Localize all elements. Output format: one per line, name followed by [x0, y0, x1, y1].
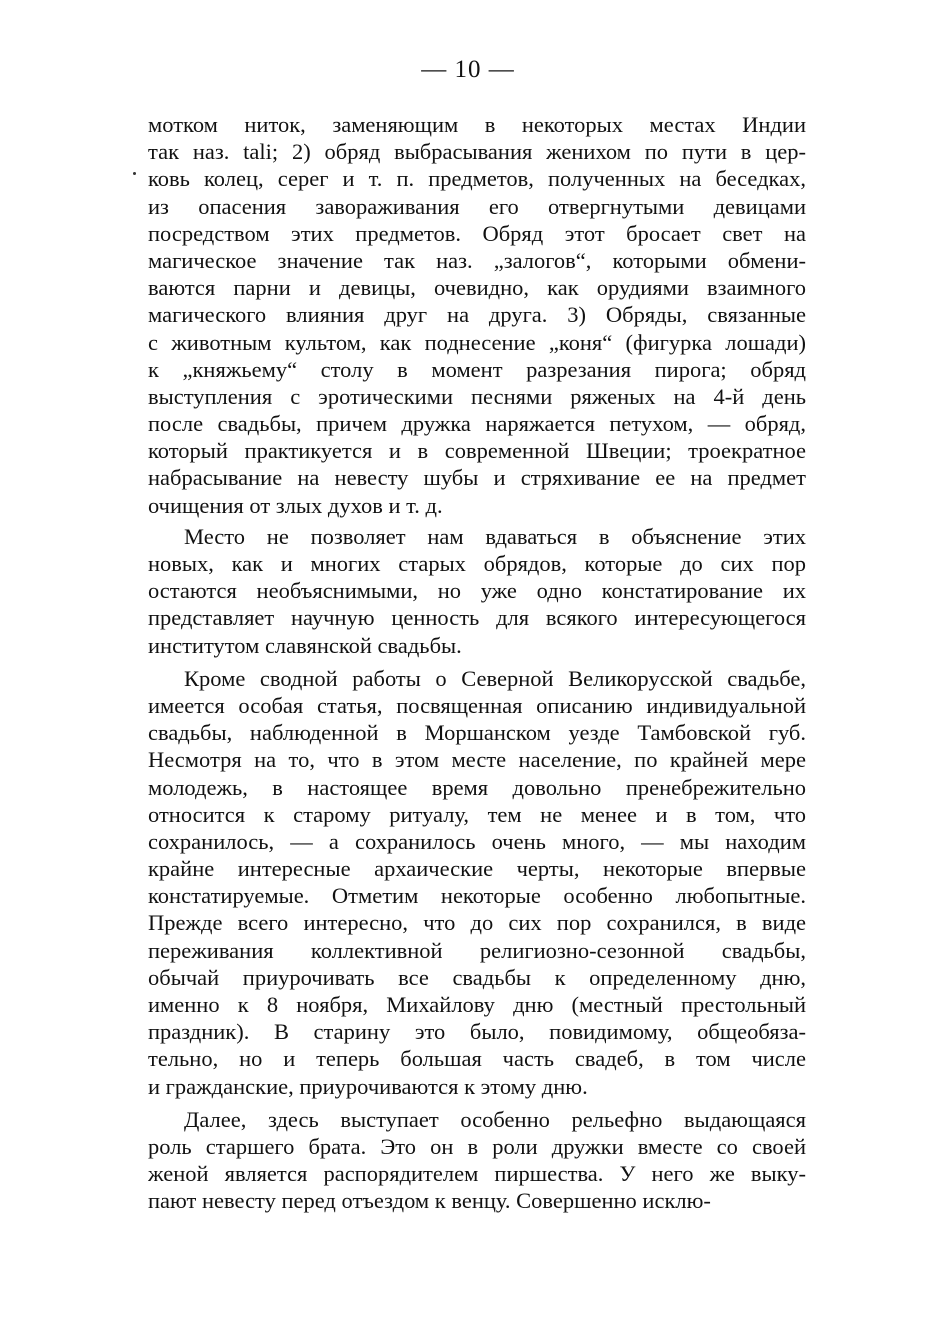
- text-line: набрасывание на невесту шубы и стряхивание ее на предмет: [148, 465, 806, 491]
- text-line: к „княжьему“ столу в момент разрезания пирога; обряд: [148, 356, 806, 382]
- text-line: констатируемые. Отметим некоторые особенно любопытные.: [148, 883, 806, 909]
- text-line: Место не позволяет нам вдаваться в объяснение этих: [184, 523, 806, 549]
- text-line: остаются необъяснимыми, но уже одно констатирование их: [148, 578, 806, 604]
- text-line: и гражданские, приурочиваются к этому дню.: [148, 1073, 588, 1099]
- text-line: именно к 8 ноября, Михайлову дню (местный престольный: [148, 992, 806, 1017]
- ink-speck: [133, 172, 136, 175]
- paragraph: [148, 523, 806, 659]
- text-line: магического влияния друг на друга. 3) Обряды, связанные: [148, 302, 806, 328]
- text-line: ваются парни и девицы, очевидно, как орудиями взаимного: [148, 275, 806, 301]
- page-number: — 10 —: [421, 56, 515, 83]
- text-line: роль старшего брата. Это он в роли дружки вместе со своей: [148, 1133, 806, 1159]
- text-line: институтом славянской свадьбы.: [148, 632, 462, 658]
- text-line: ковь колец, серег и т. п. предметов, полученных на беседках,: [148, 166, 806, 192]
- text-line: сохранилось, — а сохранилось очень много, — мы находим: [148, 828, 806, 854]
- text-line: Прежде всего интересно, что до сих пор сохранился, в виде: [148, 910, 806, 936]
- text-line: мотком ниток, заменяющим в некоторых местах Индии: [148, 112, 806, 137]
- text-line: с животным культом, как поднесение „коня“ (фигурка лошади): [148, 329, 806, 355]
- text-line: относится к старому ритуалу, тем не менее и в том, что: [148, 801, 806, 827]
- text-line: имеется особая статья, посвященная описанию индивидуальной: [148, 692, 806, 718]
- text-line: обычай приурочивать все свадьбы к определенному дню,: [148, 964, 806, 990]
- text-line: посредством этих предметов. Обряд этот бросает свет на: [148, 220, 806, 246]
- text-line: выступления с эротическими песнями ряженых на 4-й день: [148, 383, 806, 409]
- paragraph: [148, 665, 806, 1100]
- text-line: молодежь, в настоящее время довольно пренебрежительно: [148, 774, 806, 800]
- text-line: из опасения завораживания его отвергнутыми девицами: [148, 193, 806, 219]
- text-line: который практикуется и в современной Швеции; троекратное: [148, 438, 806, 464]
- text-line: тельно, но и теперь большая часть свадеб, в том числе: [148, 1046, 806, 1072]
- text-line: новых, как и многих старых обрядов, которые до сих пор: [148, 551, 806, 576]
- text-line: так наз. tali; 2) обряд выбрасывания женихом по пути в цер-: [148, 139, 806, 165]
- text-line: представляет научную ценность для всякого интересующегося: [148, 605, 806, 631]
- text-line: Кроме сводной работы о Северной Великорусской свадьбе,: [184, 665, 806, 691]
- text-line: пают невесту перед отъездом к венцу. Совершенно исклю-: [148, 1188, 711, 1214]
- text-line: Несмотря на то, что в этом месте население, по крайней мере: [148, 747, 806, 773]
- text-line: женой является распорядителем пиршества. У него же выку-: [148, 1161, 806, 1187]
- text-line: переживания коллективной религиозно-сезонной свадьбы,: [148, 937, 806, 963]
- text-line: очищения от злых духов и т. д.: [148, 492, 443, 518]
- body-text: [148, 111, 806, 1215]
- paragraph: [148, 111, 806, 519]
- text-line: крайне интересные архаические черты, некоторые впервые: [148, 856, 806, 882]
- text-line: после свадьбы, причем дружка наряжается петухом, — обряд,: [148, 411, 806, 437]
- text-line: Далее, здесь выступает особенно рельефно выдающаяся: [184, 1106, 806, 1132]
- text-line: праздник). В старину это было, повидимому, общеобяза-: [148, 1019, 806, 1045]
- paragraph: [148, 1106, 806, 1215]
- text-line: магическое значение так наз. „залогов“, которыми обмени-: [148, 247, 806, 273]
- text-line: свадьбы, наблюденной в Моршанском уезде Тамбовской губ.: [148, 720, 806, 746]
